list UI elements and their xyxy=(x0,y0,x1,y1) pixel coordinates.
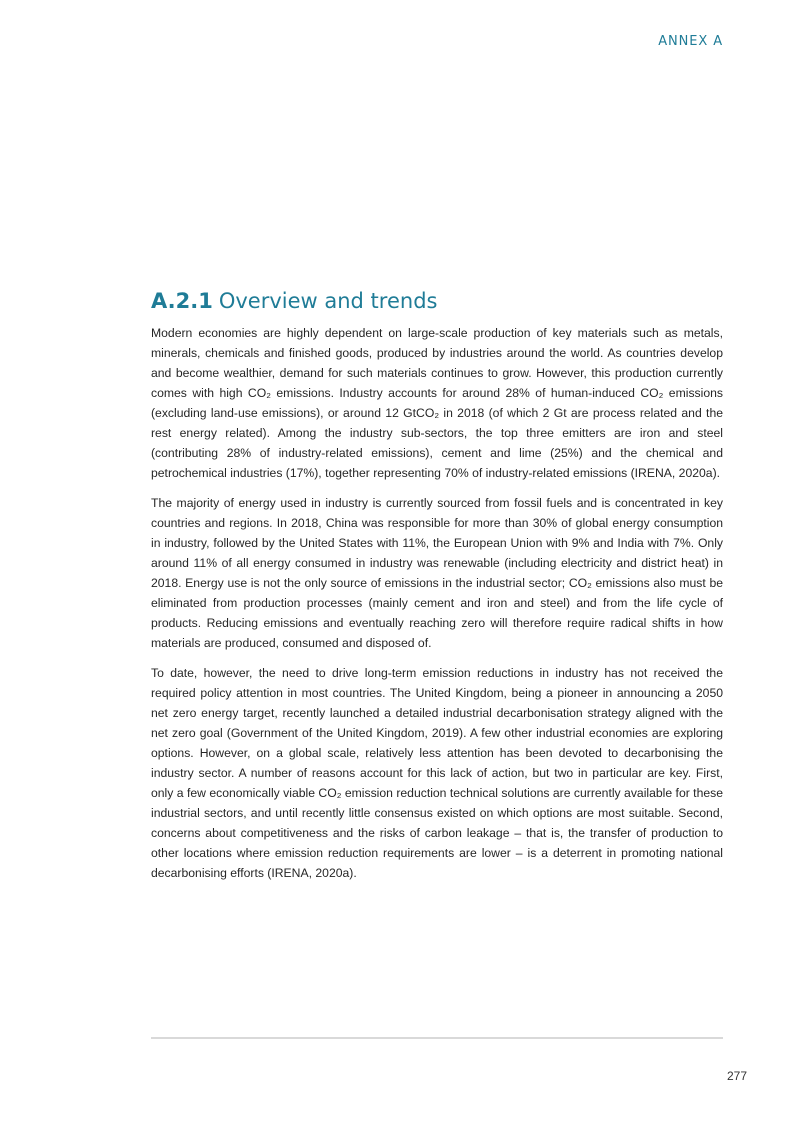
footer-divider xyxy=(151,1037,723,1039)
paragraph-energy-use: The majority of energy used in industry is currently sourced from fossil fuels and is concentrated in key countries and regions. In 2018, China was responsible for more than 30% of global energy consumption in industry, followed by the United States with 11%, the European Union with 9% and India with 7%. Only around 11% of all energy consumed in industry was renewable (including electricity and district heat) in 2018. Energy use is not the only source of emissions in the industrial sector; CO₂ emissions also must be eliminated from production processes (mainly cement and iron and steel) and from the life cycle of products. Reducing emissions and eventually reaching zero will therefore require radical shifts in how materials are produced, consumed and disposed of. xyxy=(151,496,723,650)
section-number: A.2.1 xyxy=(151,289,213,313)
section-overview-and-trends xyxy=(151,287,723,893)
page-number: 277 xyxy=(726,1069,747,1083)
running-header: ANNEX A xyxy=(658,34,723,49)
paragraph-policy-attention: To date, however, the need to drive long-term emission reductions in industry has not received the required policy attention in most countries. The United Kingdom, being a pioneer in announcing a 2050 net zero energy target, recently launched a detailed industrial decarbonisation strategy aligned with the net zero goal (Government of the United Kingdom, 2019). A few other industrial economies are exploring options. However, on a global scale, relatively less attention has been devoted to decarbonising the industry sector. A number of reasons account for this lack of action, but two in particular are key. First, only a few economically viable CO₂ emission reduction technical solutions are currently available for these industrial sectors, and until recently little consensus existed on which options are most suitable. Second, concerns about competitiveness and the risks of carbon leakage – that is, the transfer of production to other locations where emission reduction requirements are lower – is a deterrent in promoting national decarbonising efforts (IRENA, 2020a). xyxy=(151,666,723,880)
section-heading xyxy=(151,287,723,315)
paragraph-industry-emissions: Modern economies are highly dependent on large-scale production of key materials such as metals, minerals, chemicals and finished goods, produced by industries around the world. As countries develop and become wealthier, demand for such materials continues to grow. However, this production currently comes with high CO₂ emissions. Industry accounts for around 28% of human-induced CO₂ emissions (excluding land-use emissions), or around 12 GtCO₂ in 2018 (of which 2 Gt are process related and the rest energy related). Among the industry sub-sectors, the top three emitters are iron and steel (contributing 28% of industry-related emissions), cement and lime (25%) and the chemical and petrochemical industries (17%), together representing 70% of industry-related emissions (IRENA, 2020a). xyxy=(151,326,723,480)
section-title: Overview and trends xyxy=(218,289,438,313)
